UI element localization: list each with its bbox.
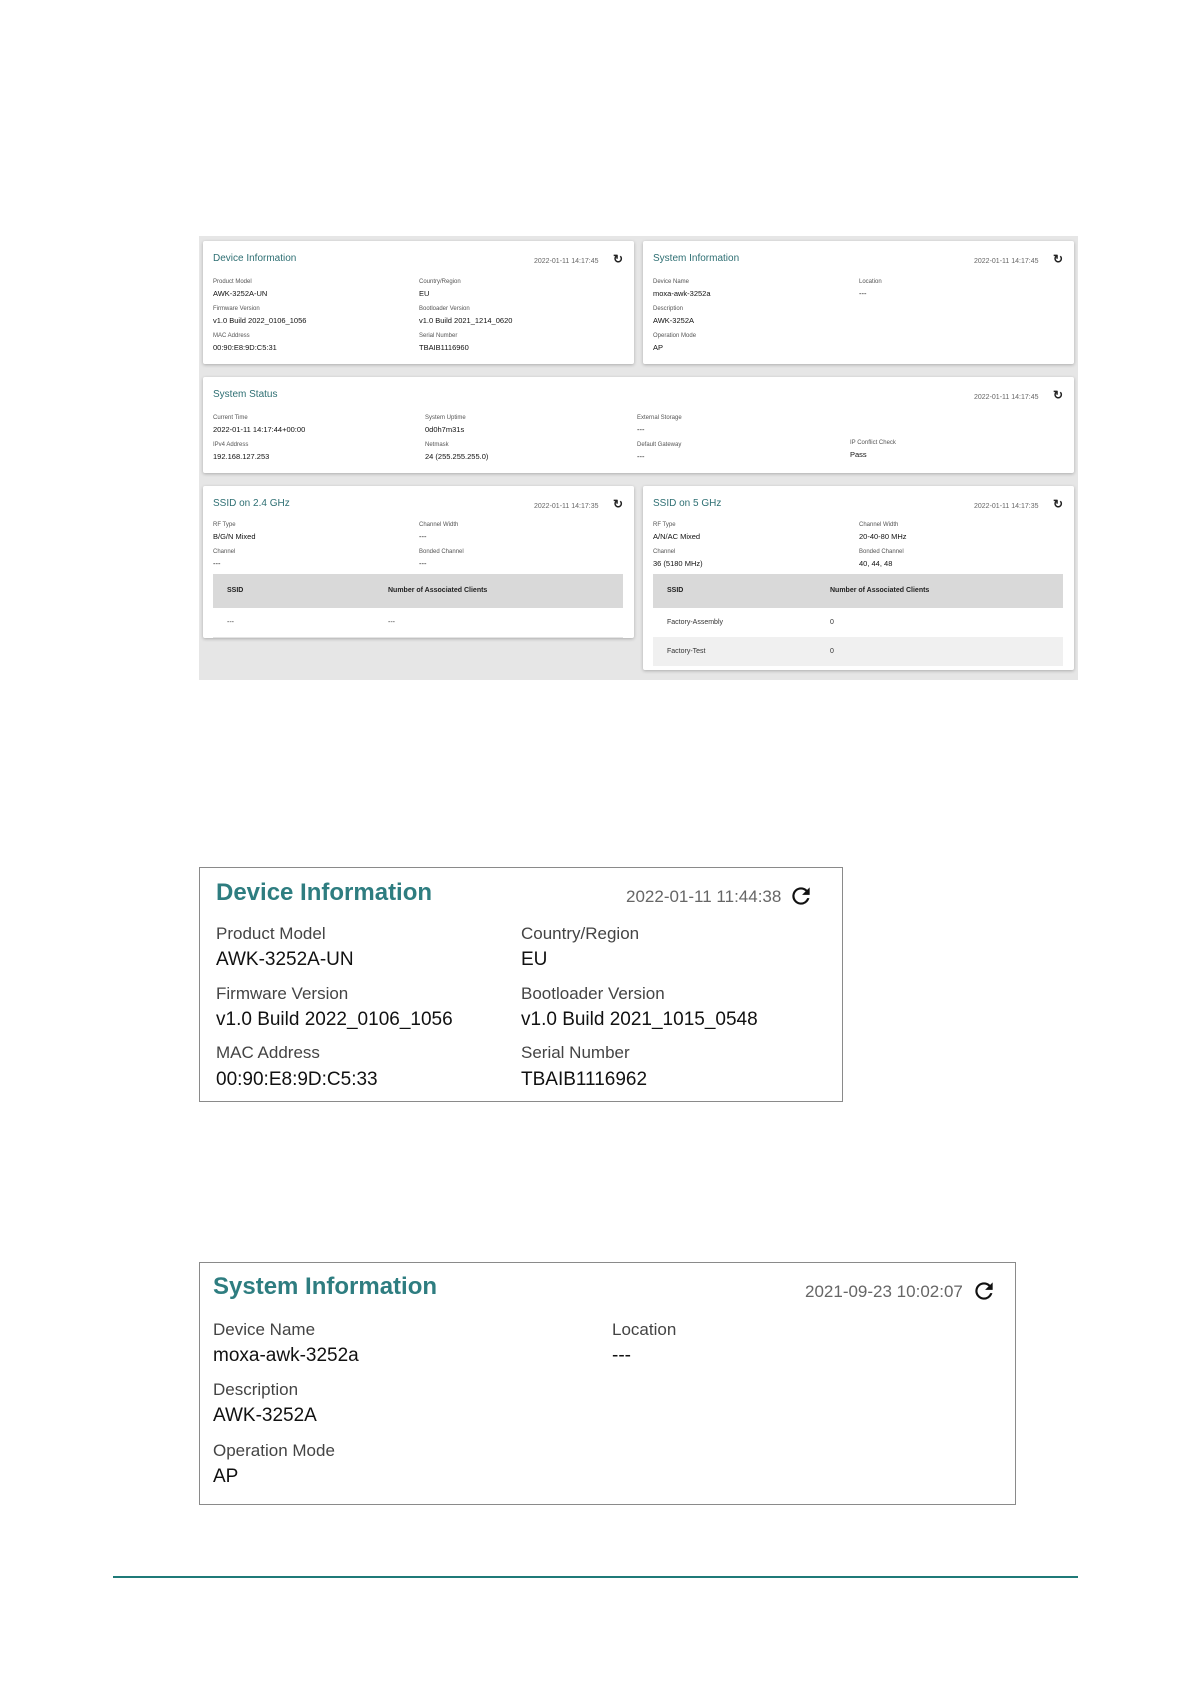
field-label: RF Type (653, 522, 676, 528)
field-value: AWK-3252A-UN (216, 949, 354, 970)
system-status-card (203, 377, 1074, 473)
refresh-icon[interactable]: ↻ (1052, 252, 1064, 266)
ssid-5ghz-card (643, 486, 1074, 670)
cell-clients: 0 (830, 648, 834, 655)
field-label: External Storage (637, 415, 682, 421)
field-value: v1.0 Build 2021_1214_0620 (419, 316, 513, 325)
card-title: Device Information (213, 253, 297, 264)
field-label: Operation Mode (213, 1441, 335, 1460)
field-label: Channel Width (419, 522, 459, 528)
ssid-table (653, 574, 1063, 668)
field-value: Pass (850, 450, 867, 459)
field-label: Firmware Version (213, 306, 260, 312)
cell-ssid: --- (227, 619, 234, 626)
device-info-detail-card (199, 867, 843, 1102)
column-header-clients[interactable]: Number of Associated Clients (388, 587, 488, 594)
field-value: AWK-3252A (653, 316, 694, 325)
field-value: TBAIB1116960 (419, 343, 469, 352)
card-title: System Information (653, 253, 740, 264)
field-value: 2022-01-11 14:17:44+00:00 (213, 425, 306, 434)
field-label: RF Type (213, 522, 236, 528)
footer-divider (113, 1576, 1078, 1578)
table-header (653, 574, 1063, 608)
dashboard-screenshot (199, 236, 1078, 680)
field-label: Serial Number (419, 333, 458, 339)
field-label: Current Time (213, 415, 248, 421)
refresh-icon[interactable] (971, 1278, 997, 1304)
field-label: Default Gateway (637, 442, 682, 448)
cell-clients: --- (388, 619, 395, 626)
card-title: SSID on 2.4 GHz (213, 498, 290, 509)
refresh-icon[interactable]: ↻ (1052, 497, 1064, 511)
system-info-detail-card (199, 1262, 1016, 1505)
field-label: Bootloader Version (521, 984, 665, 1003)
field-value: 00:90:E8:9D:C5:31 (213, 343, 277, 352)
column-header-clients[interactable]: Number of Associated Clients (830, 587, 930, 594)
field-label: Bonded Channel (419, 549, 464, 555)
refresh-icon[interactable] (788, 883, 814, 909)
field-value: AWK-3252A (213, 1405, 317, 1426)
field-label: Channel (653, 549, 676, 555)
table-header (213, 574, 623, 608)
field-value: 24 (255.255.255.0) (425, 452, 489, 461)
field-label: Bootloader Version (419, 306, 470, 312)
field-label: Netmask (425, 442, 449, 448)
column-header-ssid[interactable]: SSID (667, 587, 684, 594)
cell-ssid: Factory-Test (667, 648, 706, 655)
field-value: AWK-3252A-UN (213, 289, 268, 298)
field-value: 40, 44, 48 (859, 559, 893, 568)
card-title: SSID on 5 GHz (653, 498, 722, 509)
card-timestamp: 2022-01-11 14:17:35 (974, 503, 1039, 510)
field-label: Country/Region (419, 279, 461, 285)
field-value: AP (213, 1466, 239, 1487)
field-label: Bonded Channel (859, 549, 904, 555)
field-label: Description (653, 306, 684, 312)
field-value: EU (521, 949, 548, 970)
field-value: --- (637, 452, 645, 461)
field-label: Description (213, 1380, 299, 1399)
field-label: MAC Address (216, 1043, 320, 1062)
ssid-table (213, 574, 623, 638)
field-value: --- (859, 289, 867, 298)
field-value: --- (419, 559, 427, 568)
field-value: --- (213, 559, 221, 568)
field-value: A/N/AC Mixed (653, 532, 701, 541)
field-label: Product Model (216, 924, 326, 943)
field-value: v1.0 Build 2022_0106_1056 (213, 316, 307, 325)
field-label: System Uptime (425, 415, 466, 421)
field-value: 192.168.127.253 (213, 452, 270, 461)
field-value: EU (419, 289, 430, 298)
field-label: MAC Address (213, 333, 250, 339)
field-value: moxa-awk-3252a (213, 1345, 359, 1366)
field-label: Device Name (213, 1320, 316, 1339)
field-value: 00:90:E8:9D:C5:33 (216, 1069, 378, 1090)
field-value: 0d0h7m31s (425, 425, 465, 434)
field-label: Channel Width (859, 522, 899, 528)
refresh-icon[interactable]: ↻ (612, 497, 624, 511)
field-label: Operation Mode (653, 333, 697, 339)
field-label: Channel (213, 549, 236, 555)
table-row[interactable] (653, 608, 1063, 638)
card-title: Device Information (216, 879, 433, 906)
field-value: moxa-awk-3252a (653, 289, 711, 298)
card-timestamp: 2022-01-11 14:17:45 (534, 258, 599, 265)
field-label: Product Model (213, 279, 252, 285)
card-timestamp: 2022-01-11 14:17:45 (974, 258, 1039, 265)
refresh-icon[interactable]: ↻ (612, 252, 624, 266)
field-value: --- (637, 425, 645, 434)
card-timestamp: 2022-01-11 11:44:38 (626, 887, 782, 906)
field-value: 20-40-80 MHz (859, 532, 907, 541)
field-value: --- (612, 1345, 631, 1366)
device-info-card (203, 241, 634, 364)
field-label: Location (859, 279, 882, 285)
field-value: AP (653, 343, 664, 352)
cell-ssid: Factory-Assembly (667, 619, 724, 626)
field-label: Country/Region (521, 924, 640, 943)
field-label: Firmware Version (216, 984, 349, 1003)
field-label: IPv4 Address (213, 442, 249, 448)
card-timestamp: 2021-09-23 10:02:07 (805, 1282, 963, 1301)
field-value: v1.0 Build 2022_0106_1056 (216, 1009, 453, 1030)
table-row[interactable] (653, 637, 1063, 666)
field-value: 36 (5180 MHz) (653, 559, 703, 568)
table-row[interactable] (213, 608, 623, 638)
ssid-24ghz-card (203, 486, 634, 638)
card-title: System Information (213, 1273, 438, 1300)
field-value: v1.0 Build 2021_1015_0548 (521, 1009, 758, 1030)
card-timestamp: 2022-01-11 14:17:35 (534, 503, 599, 510)
field-label: Location (612, 1320, 677, 1339)
field-label: Device Name (653, 279, 690, 285)
cell-clients: 0 (830, 619, 834, 626)
refresh-icon[interactable]: ↻ (1052, 388, 1064, 402)
card-title: System Status (213, 389, 278, 400)
field-label: IP Conflict Check (850, 440, 896, 446)
card-timestamp: 2022-01-11 14:17:45 (974, 394, 1039, 401)
field-label: Serial Number (521, 1043, 630, 1062)
system-info-card (643, 241, 1074, 364)
field-value: --- (419, 532, 427, 541)
field-value: TBAIB1116962 (521, 1069, 648, 1090)
column-header-ssid[interactable]: SSID (227, 587, 244, 594)
field-value: B/G/N Mixed (213, 532, 256, 541)
